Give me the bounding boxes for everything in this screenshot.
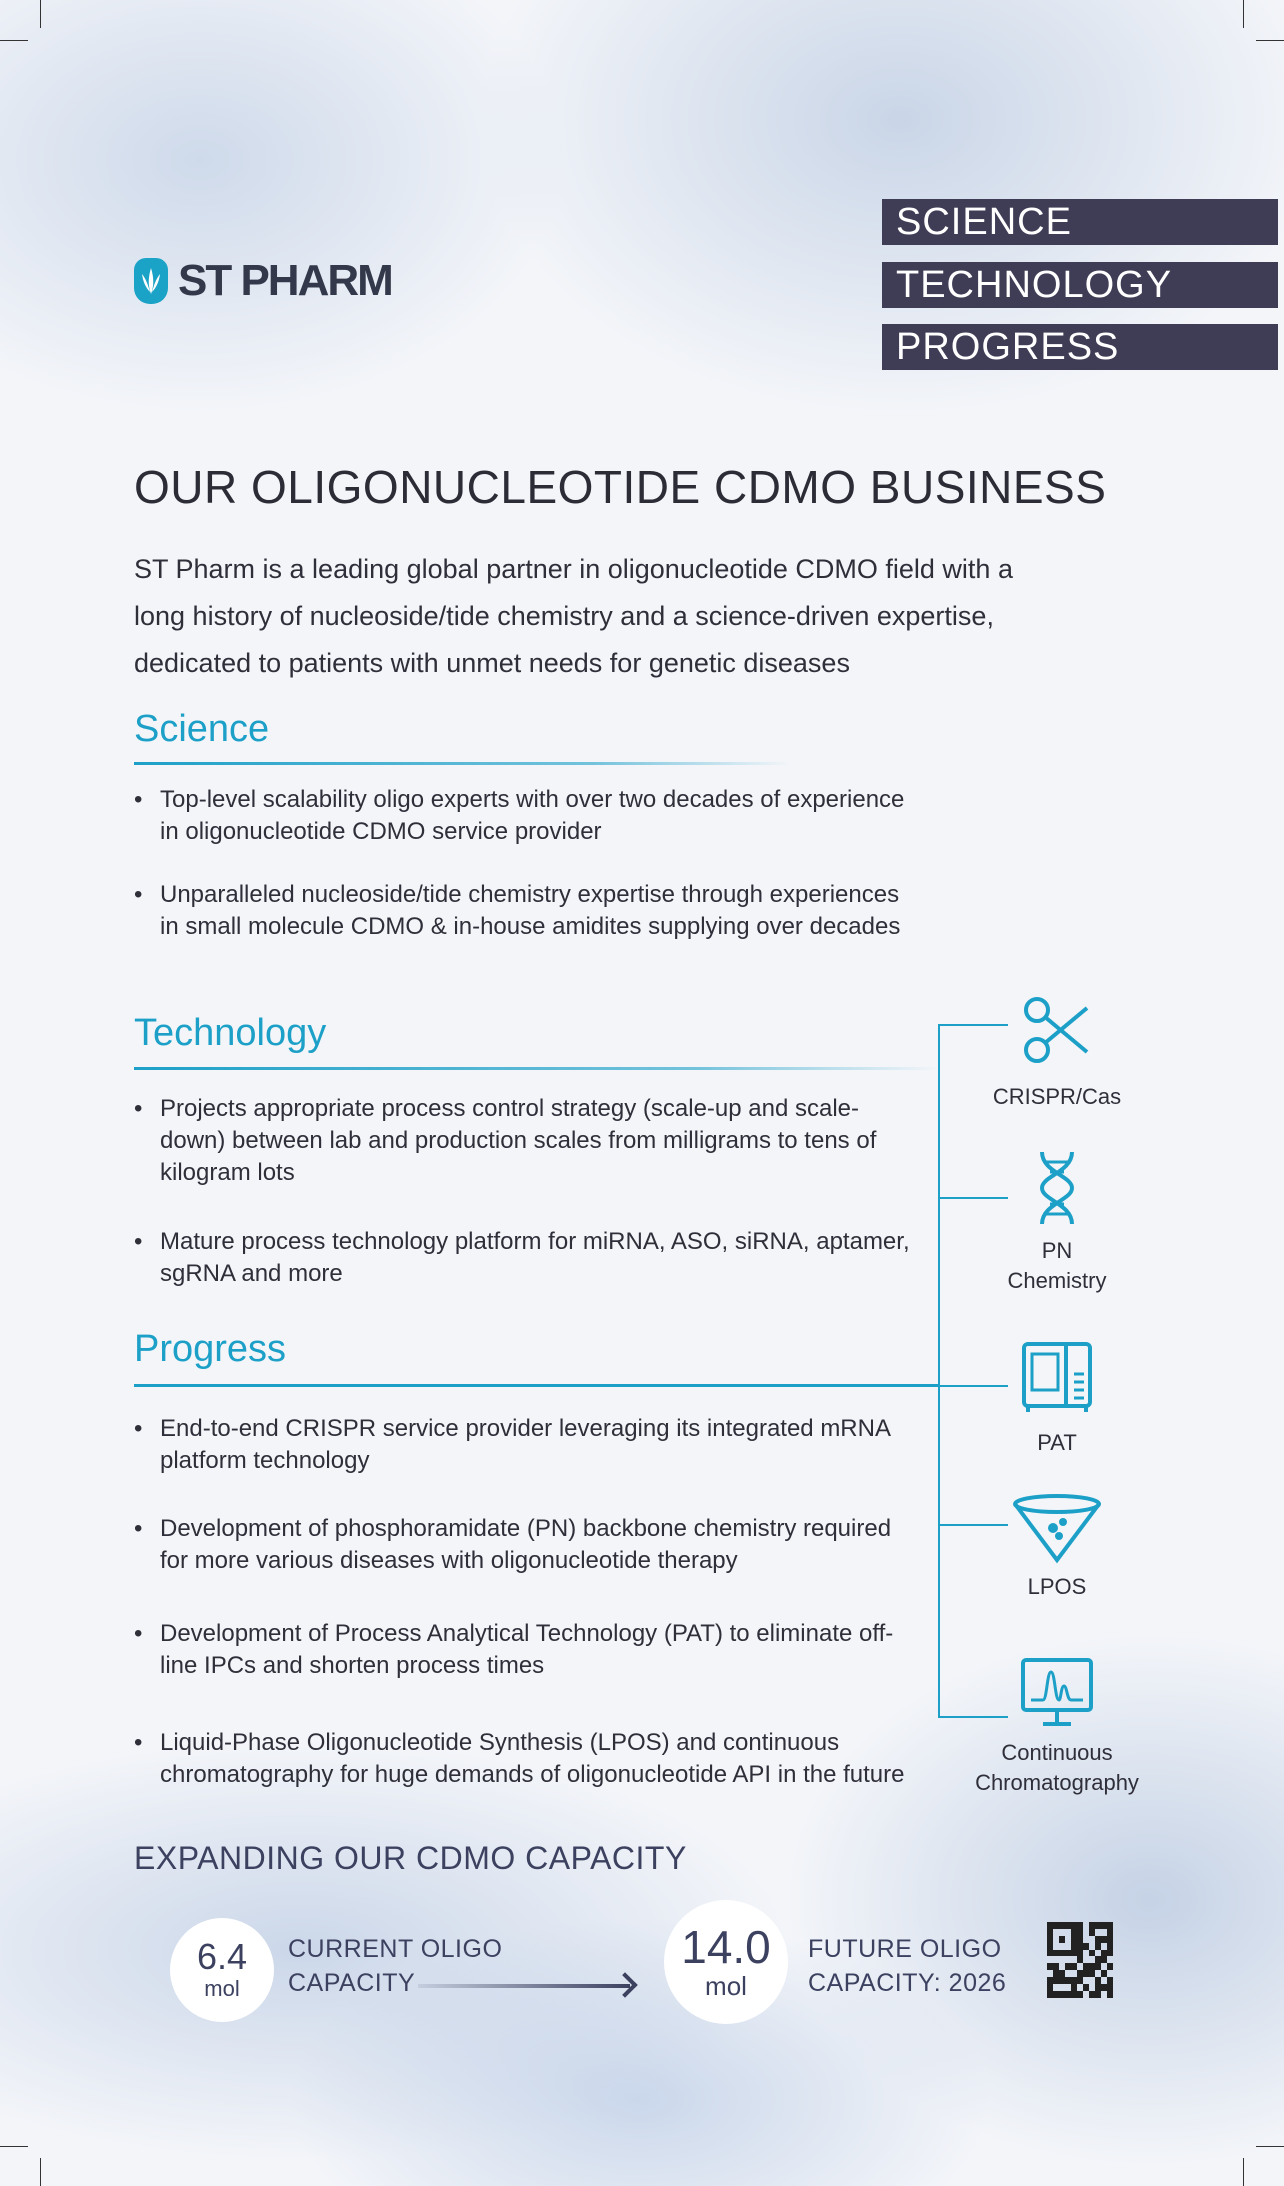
brand-name: ST PHARM	[178, 256, 392, 305]
list-item: • End-to-end CRISPR service provider leveraging its integrated mRNA platform technology	[134, 1413, 914, 1477]
qr-code-icon[interactable]	[1047, 1922, 1113, 1998]
future-capacity-value: 14.0	[681, 1921, 771, 1973]
page-title: OUR OLIGONUCLEOTIDE CDMO BUSINESS	[134, 461, 1107, 513]
future-capacity-label	[808, 1932, 1006, 2000]
tech-item-chromatography	[957, 1656, 1157, 1798]
current-capacity-badge	[170, 1918, 274, 2022]
crop-mark	[1256, 2146, 1284, 2147]
future-capacity-label-line2: CAPACITY: 2026	[808, 1969, 1007, 1997]
list-item: • Development of Process Analytical Technology (PAT) to eliminate off-line IPCs and shorten process times	[134, 1618, 914, 1682]
list-item: • Projects appropriate process control strategy (scale-up and scale-down) between lab and production scales from milligrams to tens of kilogram lots	[134, 1093, 914, 1189]
tech-label: Continuous Chromatography	[975, 1740, 1139, 1795]
list-item: • Development of phosphoramidate (PN) backbone chemistry required for more various diseases with oligonucleotide therapy	[134, 1513, 914, 1577]
current-capacity-label-line1: CURRENT OLIGO	[288, 1935, 503, 1963]
section-underline	[134, 1384, 938, 1387]
connector-line	[938, 1024, 940, 1718]
crop-mark	[40, 2158, 41, 2186]
tag-progress: PROGRESS	[882, 324, 1278, 370]
current-capacity-label	[288, 1932, 502, 2000]
list-item: • Top-level scalability oligo experts with over two decades of experience in oligonucleotide CDMO service provider	[134, 784, 914, 848]
instrument-icon	[1020, 1340, 1094, 1414]
list-item: • Liquid-Phase Oligonucleotide Synthesis (LPOS) and continuous chromatography for huge demands of oligonucleotide API in the future	[134, 1727, 914, 1791]
current-capacity-label-line2: CAPACITY	[288, 1969, 416, 1997]
crop-mark	[1243, 0, 1244, 28]
tech-label: CRISPR/Cas	[992, 1084, 1122, 1109]
future-capacity-unit: mol	[705, 1971, 747, 2001]
intro-paragraph: ST Pharm is a leading global partner in oligonucleotide CDMO field with a long history of nucleoside/tide chemistry and a science-driven expertise, dedicated to patients with unmet needs for genetic diseases	[134, 554, 1013, 678]
tag-science: SCIENCE	[882, 199, 1278, 245]
section-title-science: Science	[134, 708, 270, 750]
arrow-icon	[418, 1984, 630, 1988]
list-item: • Mature process technology platform for miRNA, ASO, siRNA, aptamer, sgRNA and more	[134, 1226, 914, 1290]
section-underline	[134, 762, 790, 765]
crop-mark	[0, 2146, 28, 2147]
tech-label: PN Chemistry	[1007, 1238, 1107, 1293]
list-item: • Unparalleled nucleoside/tide chemistry expertise through experiences in small molecule CDMO & in-house amidites supplying over decades	[134, 879, 914, 943]
crop-mark	[0, 40, 28, 41]
dna-icon	[1032, 1148, 1082, 1228]
current-capacity-value: 6.4	[196, 1936, 248, 1977]
tech-item-pn-chemistry	[957, 1148, 1157, 1296]
section-title-progress: Progress	[134, 1328, 287, 1370]
scissors-icon	[1017, 990, 1097, 1070]
funnel-icon	[1011, 1494, 1103, 1564]
logo-icon	[134, 258, 168, 304]
crop-mark	[1243, 2158, 1244, 2186]
crop-mark	[1256, 40, 1284, 41]
tech-item-lpos	[957, 1494, 1157, 1602]
crop-mark	[40, 0, 41, 28]
chromatogram-icon	[1019, 1656, 1095, 1732]
section-underline	[134, 1067, 938, 1070]
future-capacity-label-line1: FUTURE OLIGO	[808, 1935, 1002, 1963]
tech-label: PAT	[1037, 1430, 1077, 1455]
future-capacity-badge	[664, 1900, 788, 2024]
capacity-title: EXPANDING OUR CDMO CAPACITY	[134, 1840, 687, 1876]
tech-item-crispr	[957, 990, 1157, 1112]
tag-technology: TECHNOLOGY	[882, 262, 1278, 308]
brand-logo	[134, 256, 392, 306]
tech-label: LPOS	[1027, 1574, 1087, 1599]
tech-item-pat	[957, 1340, 1157, 1458]
current-capacity-unit: mol	[204, 1976, 240, 2001]
section-title-technology: Technology	[134, 1012, 327, 1054]
